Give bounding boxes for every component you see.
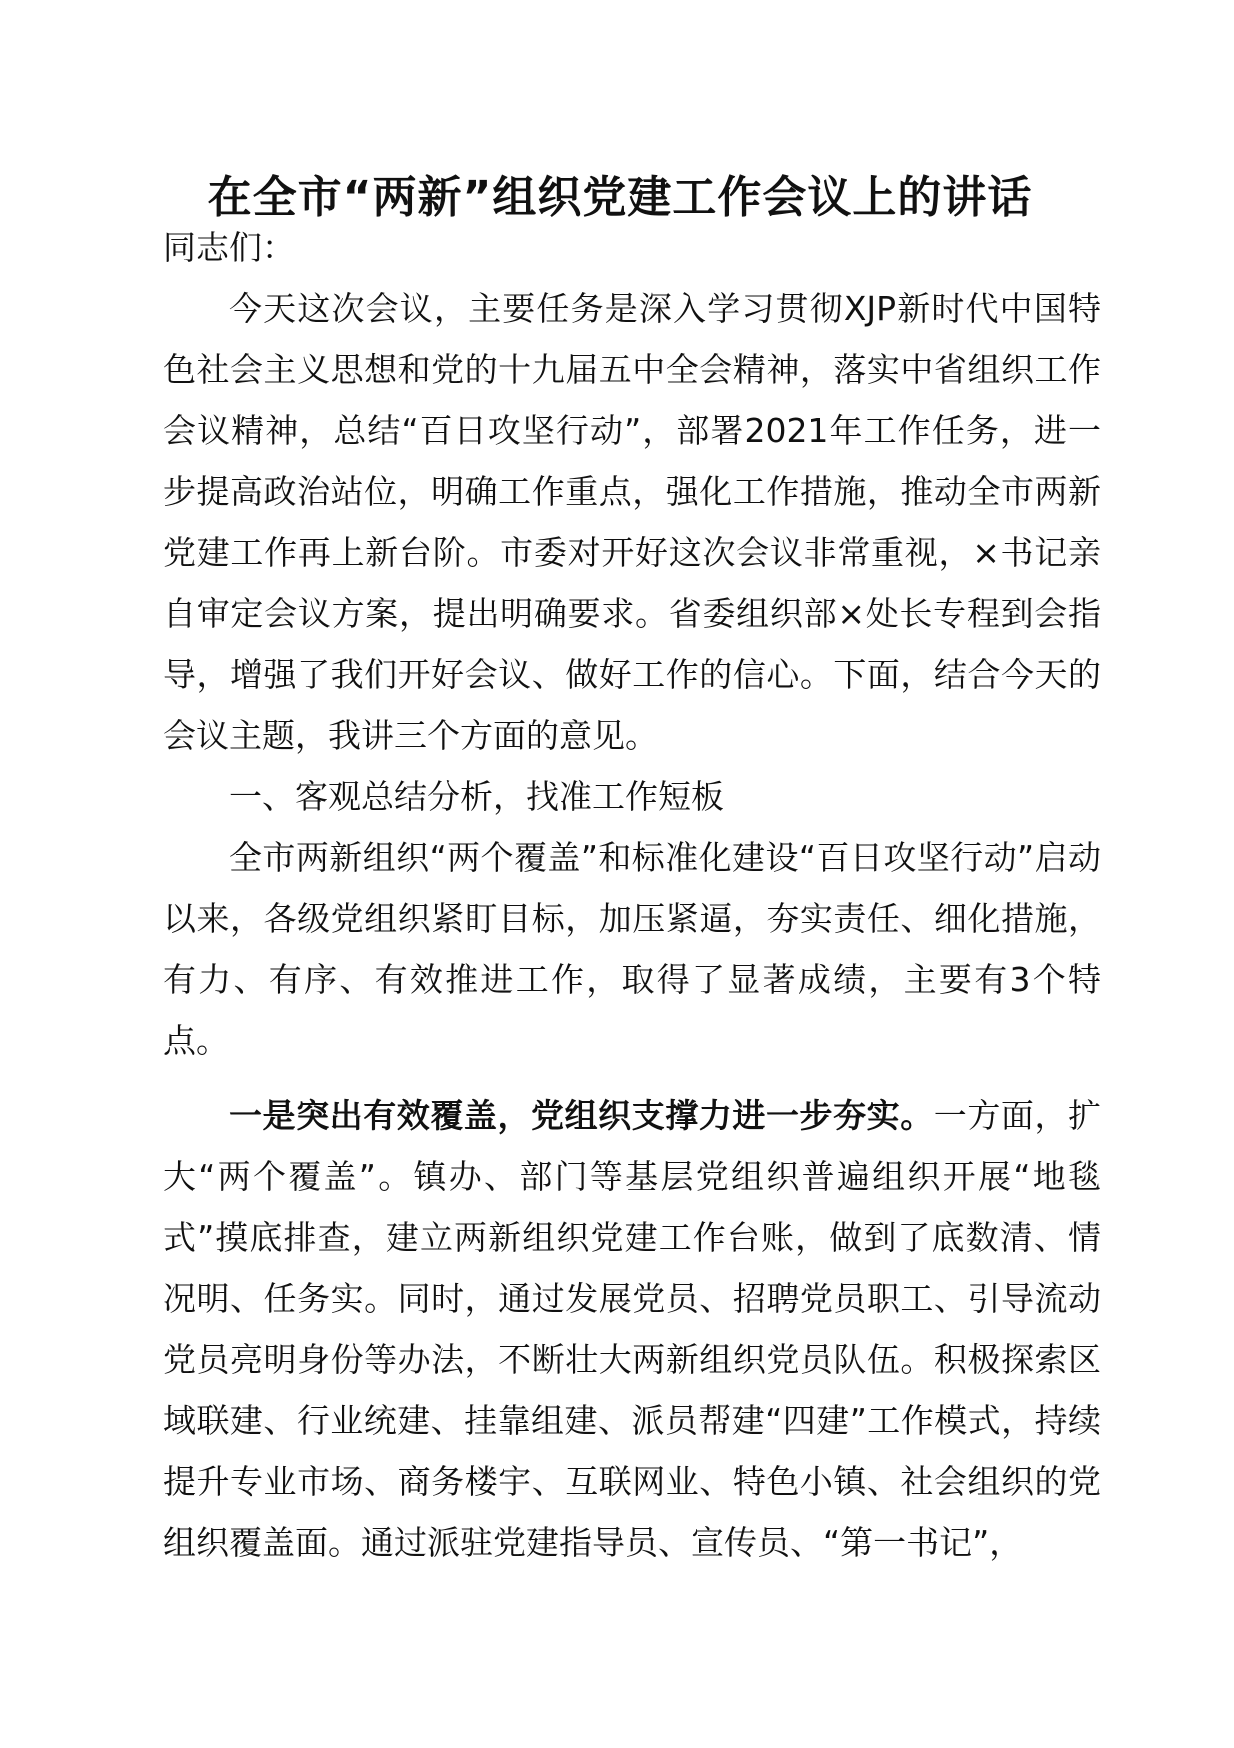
document-title: 在全市“两新”组织党建工作会议上的讲话 xyxy=(207,172,1033,223)
document-body xyxy=(163,217,1101,1573)
salutation: 同志们： xyxy=(163,228,295,267)
point-one-lead: 一是突出有效覆盖，党组织支撑力进一步夯实。 xyxy=(229,1096,934,1135)
section-one-intro-paragraph: 全市两新组织“两个覆盖”和标准化建设“百日攻坚行动”启动以来，各级党组织紧盯目标，加压紧逼，夯实责任、细化措施，有力、有序、有效推进工作，取得了显著成绩，主要有3个特点。 xyxy=(163,838,1101,1060)
point-one-paragraph xyxy=(163,1085,1101,1573)
intro-paragraph: 今天这次会议，主要任务是深入学习贯彻XJP新时代中国特色社会主义思想和党的十九届五中全会精神，落实中省组织工作会议精神，总结“百日攻坚行动”，部署2021年工作任务，进一步提高政治站位，明确工作重点，强化工作措施，推动全市两新党建工作再上新台阶。市委对开好这次会议非常重视，×书记亲自审定会议方案，提出明确要求。省委组织部×处长专程到会指导，增强了我们开好会议、做好工作的信心。下面，结合今天的会议主题，我讲三个方面的意见。 xyxy=(163,289,1101,755)
point-one-body: 一方面，扩大“两个覆盖”。镇办、部门等基层党组织普遍组织开展“地毯式”摸底排查，建立两新组织党建工作台账，做到了底数清、情况明、任务实。同时，通过发展党员、招聘党员职工、引导流动党员亮明身份等办法，不断壮大两新组织党员队伍。积极探索区域联建、行业统建、挂靠组建、派员帮建“四建”工作模式，持续提升专业市场、商务楼宇、互联网业、特色小镇、社会组织的党组织覆盖面。通过派驻党建指导员、宣传员、“第一书记”， xyxy=(163,1096,1102,1562)
section-one-heading: 一、客观总结分析，找准工作短板 xyxy=(229,777,724,816)
